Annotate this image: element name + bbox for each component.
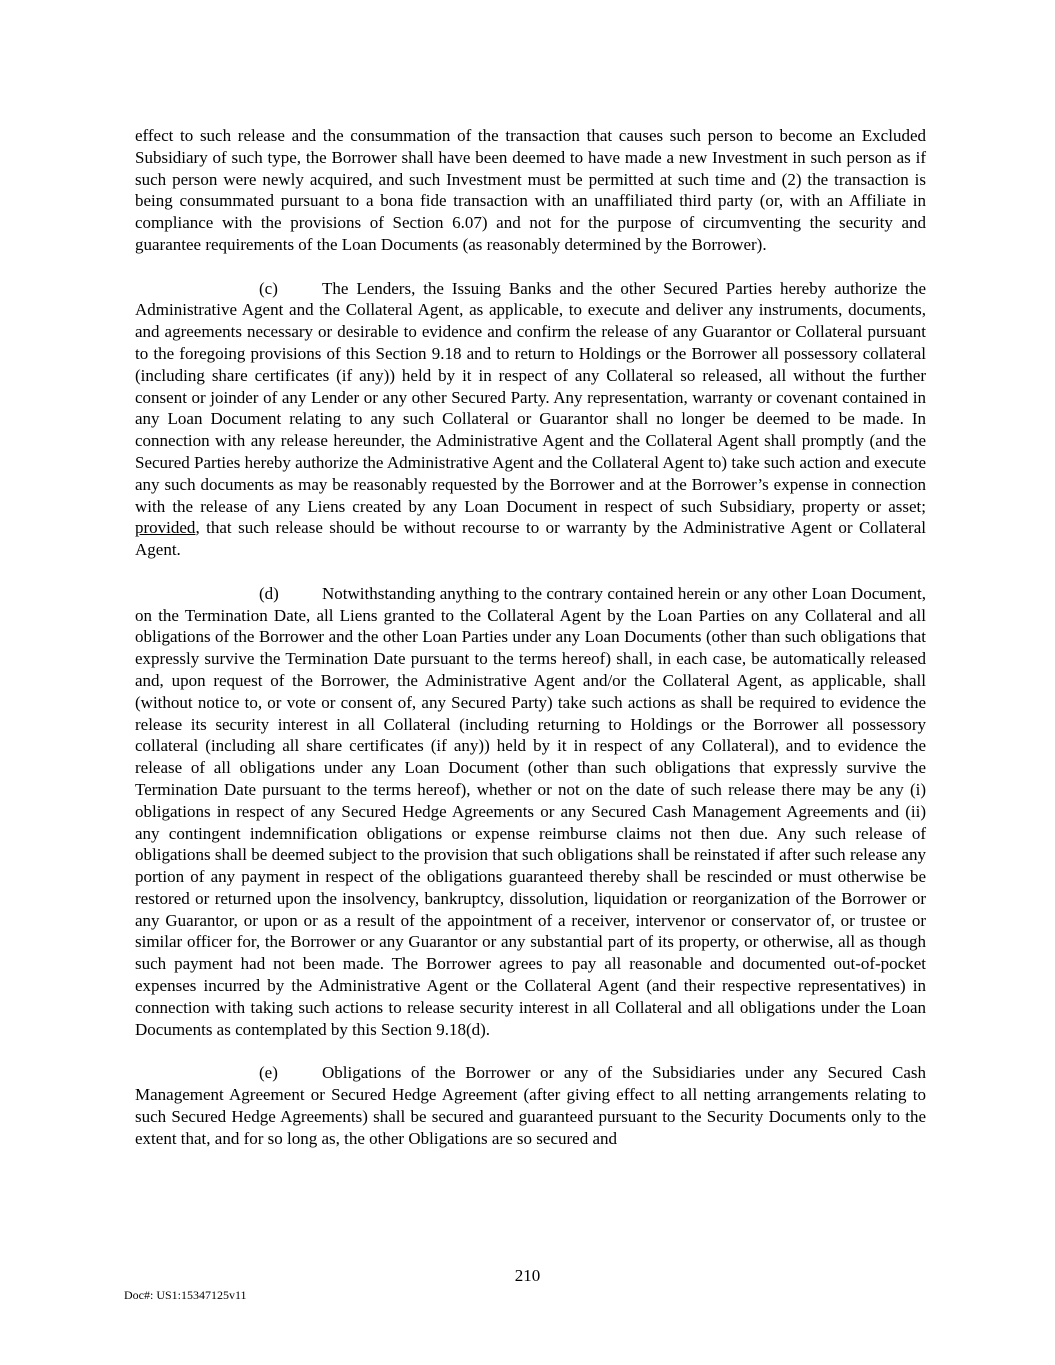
document-body	[135, 125, 926, 1171]
paragraph-label: (c)	[259, 278, 278, 298]
paragraph-text: Notwithstanding anything to the contrary contained herein or any other Loan Document, on the Termination Date, all Liens granted to the Collateral Agent by the Loan Parties on any Collateral and all obligations of the Borrower and the other Loan Parties under any Loan Documents (other than such obligations that expressly survive the Termination Date pursuant to the terms hereof) shall, in each case, be automatically released and, upon request of the Borrower, the Administrative Agent and/or the Collateral Agent, as applicable, shall (without notice to, or vote or consent of, any Secured Party) take such actions as shall be required to evidence the release its security interest in all Collateral (including returning to Holdings or the Borrower all possessory collateral (including all share certificates (if any)) held by it in respect of any Collateral), and to evidence the release of all obligations under any Loan Document (other than such obligations that expressly survive the Termination Date pursuant to the terms hereof), whether or not on the date of such release there may be any (i) obligations in respect of any Secured Hedge Agreements or any Secured Cash Management Agreements and (ii) any contingent indemnification obligations or expense reimburse claims not then due. Any such release of obligations shall be deemed subject to the provision that such obligations shall be reinstated if after such release any portion of any payment in respect of the obligations guaranteed thereby shall be rescinded or must otherwise be restored or returned upon the insolvency, bankruptcy, dissolution, liquidation or reorganization of the Borrower or any Guarantor, or upon or as a result of the appointment of a receiver, intervenor or conservator of, or trustee or similar officer for, the Borrower or any Guarantor or any substantial part of its property, or otherwise, all as though such payment had not been made. The Borrower agrees to pay all reasonable and documented out-of-pocket expenses incurred by the Administrative Agent or the Collateral Agent (and their respective representatives) in connection with taking such actions to release security interest in all Collateral and all obligations under the Loan Documents as contemplated by this Section 9.18(d).	[135, 583, 926, 1039]
paragraph-text: Obligations of the Borrower or any of the Subsidiaries under any Secured Cash Management Agreement or Secured Hedge Agreement (after giving effect to all netting arrangements relating to such Secured Hedge Agreements) shall be secured and guaranteed pursuant to the Security Documents only to the extent that, and for so long as, the other Obligations are so secured and	[135, 1063, 926, 1148]
paragraph-c	[135, 278, 926, 561]
paragraph-continuation: effect to such release and the consummation of the transaction that causes such person to become an Excluded Subsidiary of such type, the Borrower shall have been deemed to have made a new Investment in such person as if such person were newly acquired, and such Investment must be permitted at such time and (2) the transaction is being consummated pursuant to a bona fide transaction with an unaffiliated third party (or, with an Affiliate in compliance with the provisions of Section 6.07) and not for the purpose of circumventing the security and guarantee requirements of the Loan Documents (as reasonably determined by the Borrower).	[135, 126, 926, 254]
paragraph-text: The Lenders, the Issuing Banks and the other Secured Parties hereby authorize the Administrative Agent and the Collateral Agent, as applicable, to execute and deliver any instruments, documents, and agreements necessary or desirable to evidence and confirm the release of any Guarantor or Collateral pursuant to the foregoing provisions of this Section 9.18 and to return to Holdings or the Borrower all possessory collateral (including share certificates (if any)) held by it in respect of any Collateral so released, all without the further consent or joinder of any Lender or any other Secured Party. Any representation, warranty or covenant contained in any Loan Document relating to any such Collateral or Guarantor shall no longer be deemed to be made. In connection with any release hereunder, the Administrative Agent and the Collateral Agent shall promptly (and the Secured Parties hereby authorize the Administrative Agent and the Collateral Agent to) take such action and execute any such documents as may be reasonably requested by the Borrower and at the Borrower’s expense in connection with the release of any Liens created by any Loan Document in respect of such Subsidiary, property or asset;	[135, 278, 926, 516]
paragraph-e	[135, 1062, 926, 1149]
paragraph-d	[135, 583, 926, 1041]
document-id: Doc#: US1:15347125v11	[124, 1288, 247, 1302]
paragraph-label: (e)	[259, 1063, 278, 1083]
paragraph-label: (d)	[259, 583, 279, 603]
underlined-term: provided	[135, 518, 196, 538]
page-number: 210	[514, 1266, 541, 1285]
paragraph-text: , that such release should be without recourse to or warranty by the Administrative Agent or Collateral Agent.	[135, 518, 926, 560]
